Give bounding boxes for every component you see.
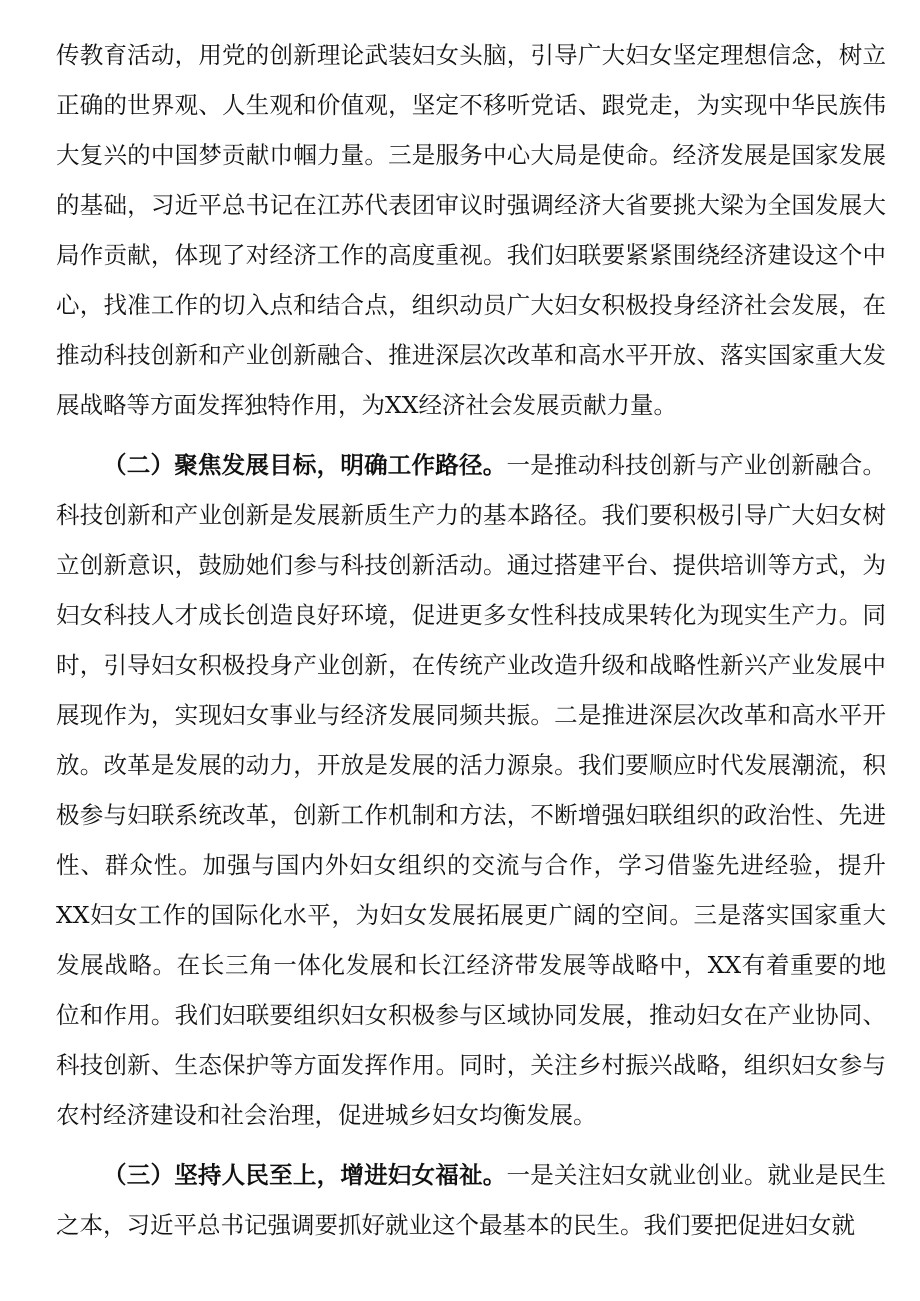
paragraph-body: 一是推动科技创新与产业创新融合。科技创新和产业创新是发展新质生产力的基本路径。我们要积极引导广大妇女树立创新意识，鼓励她们参与科技创新活动。通过搭建平台、提供培训等方式，为妇女科技人才成长创造良好环境，促进更多女性科技成果转化为现实生产力。同时，引导妇女积极投身产业创新，在传统产业改造升级和战略性新兴产业发展中展现作为，实现妇女事业与经济发展同频共振。二是推进深层次改革和高水平开放。改革是发展的动力，开放是发展的活力源泉。我们要顺应时代发展潮流，积极参与妇联系统改革，创新工作机制和方法，不断增强妇联组织的政治性、先进性、群众性。加强与国内外妇女组织的交流与合作，学习借鉴先进经验，提升XX妇女工作的国际化水平，为妇女发展拓展更广阔的空间。三是落实国家重大发展战略。在长三角一体化发展和长江经济带发展等战略中，XX有着重要的地位和作用。我们妇联要组织妇女积极参与区域协同发展，推动妇女在产业协同、科技创新、生态保护等方面发挥作用。同时，关注乡村振兴战略，组织妇女参与农村经济建设和社会治理，促进城乡妇女均衡发展。 [56, 451, 886, 1129]
paragraph-section-3 [56, 1150, 886, 1250]
paragraph-section-2 [56, 440, 886, 1140]
paragraph-continuation [56, 30, 886, 430]
section-heading: （三）坚持人民至上，增进妇女福祉。 [103, 1161, 507, 1189]
paragraph-body: 传教育活动，用党的创新理论武装妇女头脑，引导广大妇女坚定理想信念，树立正确的世界观、人生观和价值观，坚定不移听党话、跟党走，为实现中华民族伟大复兴的中国梦贡献巾帼力量。三是服务中心大局是使命。经济发展是国家发展的基础，习近平总书记在江苏代表团审议时强调经济大省要挑大梁为全国发展大局作贡献，体现了对经济工作的高度重视。我们妇联要紧紧围绕经济建设这个中心，找准工作的切入点和结合点，组织动员广大妇女积极投身经济社会发展，在推动科技创新和产业创新融合、推进深层次改革和高水平开放、落实国家重大发展战略等方面发挥独特作用，为XX经济社会发展贡献力量。 [56, 41, 886, 419]
paragraph-body: 一是关注妇女就业创业。就业是民生之本，习近平总书记强调要抓好就业这个最基本的民生。我们要把促进妇女就 [56, 1161, 886, 1239]
section-heading: （二）聚焦发展目标，明确工作路径。 [103, 451, 507, 479]
